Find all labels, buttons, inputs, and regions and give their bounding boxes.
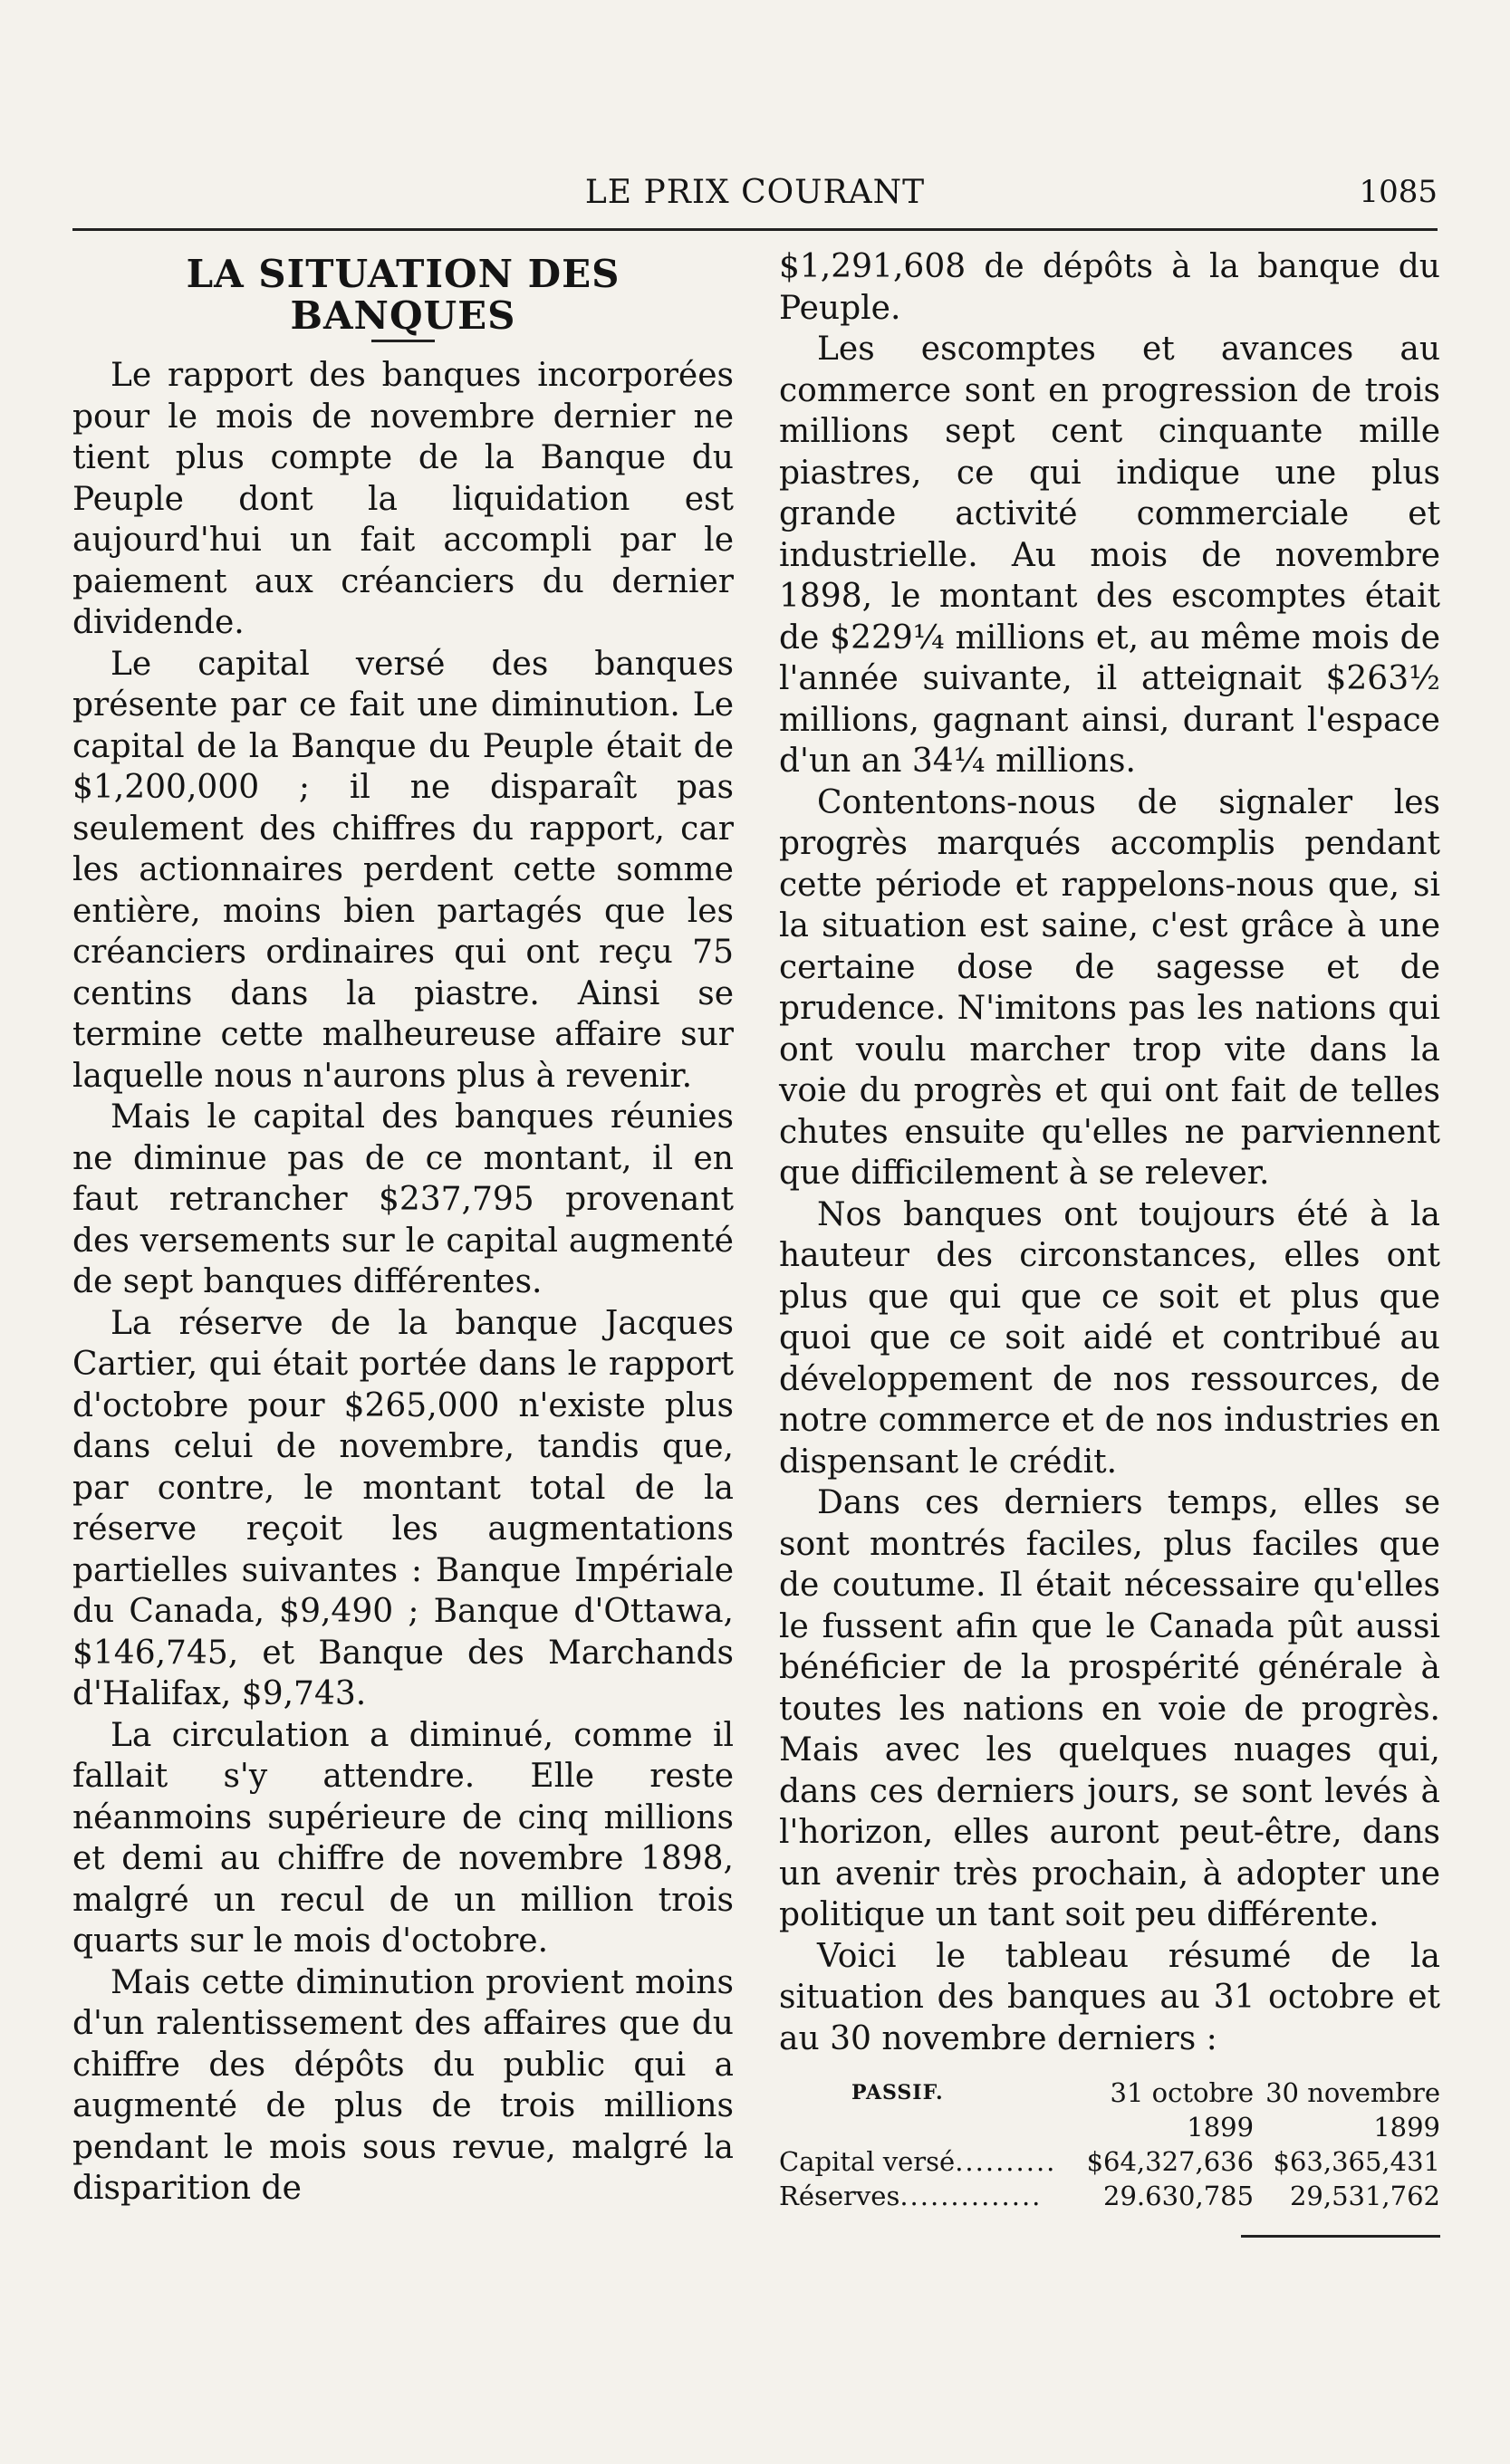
table-row: [779, 2179, 1440, 2213]
col-header-oct-year: 1899: [1187, 2112, 1255, 2143]
paragraph: Contentons-nous de signaler les progrès marqués accomplis pendant cette période et rappelons-nous que, si la situation est saine, c'est grâce à une certaine dose de sagesse et de prudence. N'imitons pas les nations qui ont voulu marcher trop vite dans la voie du progrès et qui ont fait de telles chutes ensuite qu'elles ne parviennent que difficilement à se relever.: [779, 783, 1440, 1192]
dot-leader: ..........: [955, 2146, 1057, 2177]
paragraph: Nos banques ont toujours été à la hauteur des circonstances, elles ont plus que qui que ce soit et plus que quoi que ce soit aidé et contribué au développement de nos ressources, de notre commerce et de nos industries en dispensant le crédit.: [779, 1195, 1440, 1481]
row-label: Capital versé: [779, 2146, 956, 2177]
header-rule: [72, 228, 1438, 231]
article-title: LA SITUATION DES BANQUES: [186, 252, 620, 338]
right-column: [779, 246, 1440, 2238]
row-label-cell: [779, 2179, 1075, 2213]
title-rule: [371, 340, 435, 342]
col-header-oct: 31 octobre: [1110, 2077, 1255, 2108]
page-number: 1085: [1359, 174, 1438, 210]
value-oct: 29.630,785: [1103, 2181, 1255, 2211]
value-oct: $64,327,636: [1086, 2146, 1255, 2177]
paragraph: Le capital versé des banques présente par ce fait une diminution. Le capital de la Banque du Peuple était de $1,200,000 ; il ne disparaît pas seulement des chiffres du rapport, car les actionnaires perdent cette somme entière, moins bien partagés que les créanciers ordinaires qui ont reçu 75 centins dans la piastre. Ainsi se termine cette malheureuse affaire sur laquelle nous n'aurons plus à revenir.: [72, 645, 734, 1095]
row-label-cell: [779, 2144, 1075, 2179]
paragraph: Voici le tableau résumé de la situation des banques au 31 octobre et au 30 novembre derniers :: [779, 1937, 1440, 2057]
paragraph: Mais cette diminution provient moins d'un ralentissement des affaires que du chiffre des dépôts du public qui a augmenté de plus de trois millions pendant le mois sous revue, malgré la disparition de: [72, 1963, 734, 2207]
section-label: PASSIF.: [851, 2081, 944, 2104]
paragraph: Les escomptes et avances au commerce sont en progression de trois millions sept cent cinquante mille piastres, ce qui indique une plus grande activité commerciale et industrielle. Au mois de novembre 1898, le montant des escomptes était de $229¼ millions et, au même mois de l'année suivante, il atteignait $263½ millions, gagnant ainsi, durant l'espace d'un an 34¼ millions.: [779, 331, 1440, 780]
paragraph: Dans ces derniers temps, elles se sont montrés faciles, plus faciles que de coutume. Il était nécessaire qu'elles le fussent afin que le Canada pût aussi bénéficier de la prospérité générale à toutes les nations en voie de progrès. Mais avec les quelques nuages qui, dans ces derniers jours, se sont levés à l'horizon, elles auront peut-être, dans un avenir très prochain, à adopter une politique un tant soit peu différente.: [779, 1484, 1440, 1933]
col-header-nov-year: 1899: [1373, 2112, 1440, 2143]
table-row: [779, 2144, 1440, 2179]
left-column: [72, 246, 734, 2210]
running-title: LE PRIX COURANT: [584, 174, 926, 211]
paragraph: La réserve de la banque Jacques Cartier, qui était portée dans le rapport d'octobre pour $265,000 n'existe plus dans celui de novembre, tandis que, par contre, le montant total de la réserve reçoit les augmentations partielles suivantes : Banque Impériale du Canada, $9,490 ; Banque d'Ottawa, $146,745, et Banque des Marchands d'Halifax, $9,743.: [72, 1304, 734, 1712]
table-header-row: [779, 2110, 1440, 2144]
paragraph: La circulation a diminué, comme il fallait s'y attendre. Elle reste néanmoins supérieure de cinq millions et demi au chiffre de novembre 1898, malgré un recul de un million trois quarts sur le mois d'octobre.: [72, 1716, 734, 1960]
paragraph: Le rapport des banques incorporées pour le mois de novembre dernier ne tient plus compte de la Banque du Peuple dont la liquidation est aujourd'hui un fait accompli par le paiement aux créanciers du dernier dividende.: [72, 357, 734, 641]
table-bottom-rule: [1241, 2235, 1440, 2238]
page-header: [72, 174, 1438, 219]
table-header-row: [779, 2076, 1440, 2110]
bank-summary-table: [779, 2076, 1440, 2213]
value-nov: 29,531,762: [1289, 2181, 1440, 2211]
paragraph: Mais le capital des banques réunies ne diminue pas de ce montant, il en faut retrancher $237,795 provenant des versements sur le capital augmenté de sept banques différentes.: [72, 1098, 734, 1300]
row-label: Réserves: [779, 2181, 900, 2211]
paragraph-continuation: $1,291,608 de dépôts à la banque du Peuple.: [779, 248, 1440, 327]
col-header-nov: 30 novembre: [1265, 2077, 1440, 2108]
value-nov: $63,365,431: [1273, 2146, 1440, 2177]
dot-leader: ..............: [899, 2181, 1043, 2211]
